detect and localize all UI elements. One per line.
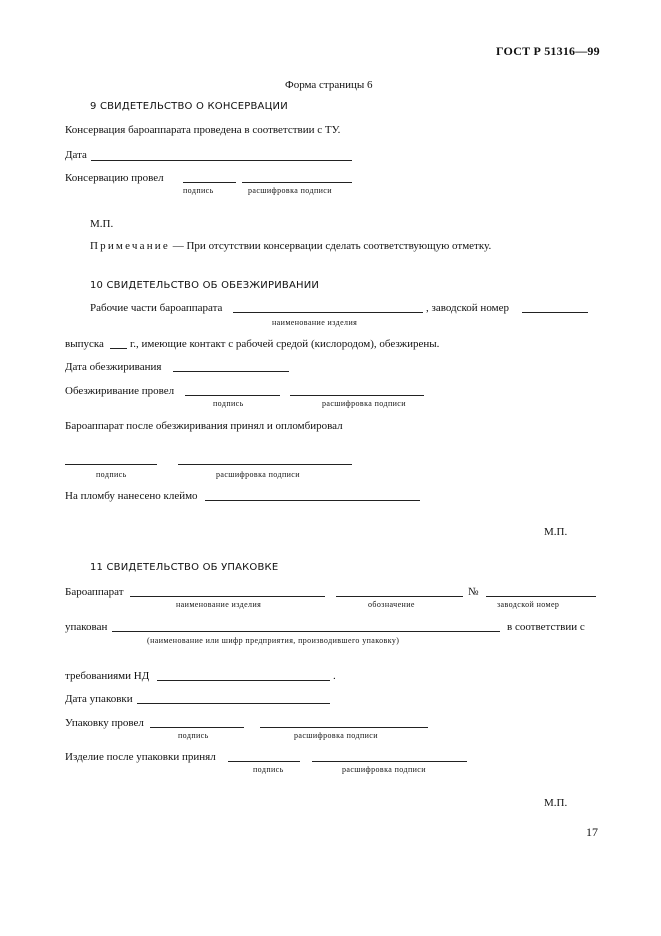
s9-date-label: Дата: [65, 149, 87, 161]
s11-date-label: Дата упаковки: [65, 693, 133, 705]
s11-requirements-field[interactable]: [157, 680, 330, 681]
s9-note-word: Примечание: [90, 240, 170, 252]
s11-decode-field[interactable]: [260, 727, 428, 728]
s11-requirements-label: требованиями НД: [65, 670, 150, 682]
s10-serial-field[interactable]: [522, 312, 588, 313]
s9-note: [90, 240, 491, 253]
section-11-title: 11 СВИДЕТЕЛЬСТВО ОБ УПАКОВКЕ: [90, 562, 279, 573]
s9-date-field[interactable]: [91, 160, 352, 161]
s11-decode-caption: расшифровка подписи: [294, 731, 378, 740]
s11-decode2-field[interactable]: [312, 761, 467, 762]
page-number: 17: [586, 825, 598, 839]
s10-accepted-text: Бароаппарат после обезжиривания принял и опломбировал: [65, 420, 343, 432]
s10-signature-field[interactable]: [185, 395, 280, 396]
s11-designation-caption: обозначение: [368, 600, 415, 609]
s9-note-text: — При отсутствии консервации сделать соответствующую отметку.: [169, 240, 492, 252]
s10-stamp: М.П.: [544, 526, 568, 538]
s11-decode2-caption: расшифровка подписи: [342, 765, 426, 774]
s9-decode-field[interactable]: [242, 182, 352, 183]
s9-decode-caption: расшифровка подписи: [248, 186, 332, 195]
s11-by-label: Упаковку провел: [65, 717, 144, 729]
s11-product-caption: наименование изделия: [176, 600, 262, 609]
s11-stamp: М.П.: [544, 797, 568, 809]
s11-enterprise-field[interactable]: [112, 631, 500, 632]
s11-device-label: Бароаппарат: [65, 586, 124, 598]
s11-packed-label: упакован: [65, 621, 108, 633]
s11-number-sign: №: [468, 586, 479, 598]
s10-decode-field[interactable]: [290, 395, 424, 396]
s10-product-caption: наименование изделия: [272, 318, 358, 327]
s10-date-label: Дата обезжиривания: [65, 361, 162, 373]
section-9-title: 9 СВИДЕТЕЛЬСТВО О КОНСЕРВАЦИИ: [90, 101, 288, 112]
s11-serial-caption: заводской номер: [497, 600, 560, 609]
s10-release-label: выпуска: [65, 338, 104, 350]
s11-signature2-caption: подпись: [253, 765, 284, 774]
s10-signature2-caption: подпись: [96, 470, 127, 479]
section-10-title: 10 СВИДЕТЕЛЬСТВО ОБ ОБЕЗЖИРИВАНИИ: [90, 280, 320, 291]
s10-decode2-caption: расшифровка подписи: [216, 470, 300, 479]
s11-serial-field[interactable]: [486, 596, 596, 597]
s9-signature-field[interactable]: [183, 182, 236, 183]
s10-seal-label: На пломбу нанесено клеймо: [65, 490, 198, 502]
s10-year-field[interactable]: [110, 348, 127, 349]
s9-signature-caption: подпись: [183, 186, 214, 195]
s10-product-field[interactable]: [233, 312, 423, 313]
s9-stamp: М.П.: [90, 218, 114, 230]
s11-date-field[interactable]: [137, 703, 330, 704]
s11-designation-field[interactable]: [336, 596, 463, 597]
s11-accordance-text: в соответствии с: [507, 621, 585, 633]
s10-seal-field[interactable]: [205, 500, 420, 501]
s10-release-text: г., имеющие контакт с рабочей средой (кислородом), обезжирены.: [130, 338, 440, 350]
s9-by-label: Консервацию провел: [65, 172, 164, 184]
standard-number: ГОСТ Р 51316—99: [496, 44, 600, 58]
s10-by-label: Обезжиривание провел: [65, 385, 175, 397]
s11-signature-field[interactable]: [150, 727, 244, 728]
s10-decode-caption: расшифровка подписи: [322, 399, 406, 408]
s11-product-field[interactable]: [130, 596, 325, 597]
form-page-label: Форма страницы 6: [285, 79, 373, 91]
s11-signature-caption: подпись: [178, 731, 209, 740]
s10-date-field[interactable]: [173, 371, 289, 372]
s10-signature2-field[interactable]: [65, 464, 157, 465]
s10-signature-caption: подпись: [213, 399, 244, 408]
s11-signature2-field[interactable]: [228, 761, 300, 762]
s10-parts-label: Рабочие части бароаппарата: [90, 302, 223, 314]
s10-decode2-field[interactable]: [178, 464, 352, 465]
s11-product-accepted: Изделие после упаковки принял: [65, 751, 216, 763]
s9-conservation-text: Консервация бароаппарата проведена в соответствии с ТУ.: [65, 124, 341, 136]
s11-requirements-end: .: [333, 670, 336, 682]
s11-enterprise-caption: (наименование или шифр предприятия, производившего упаковку): [147, 636, 400, 645]
s10-serial-label: , заводской номер: [426, 302, 509, 314]
